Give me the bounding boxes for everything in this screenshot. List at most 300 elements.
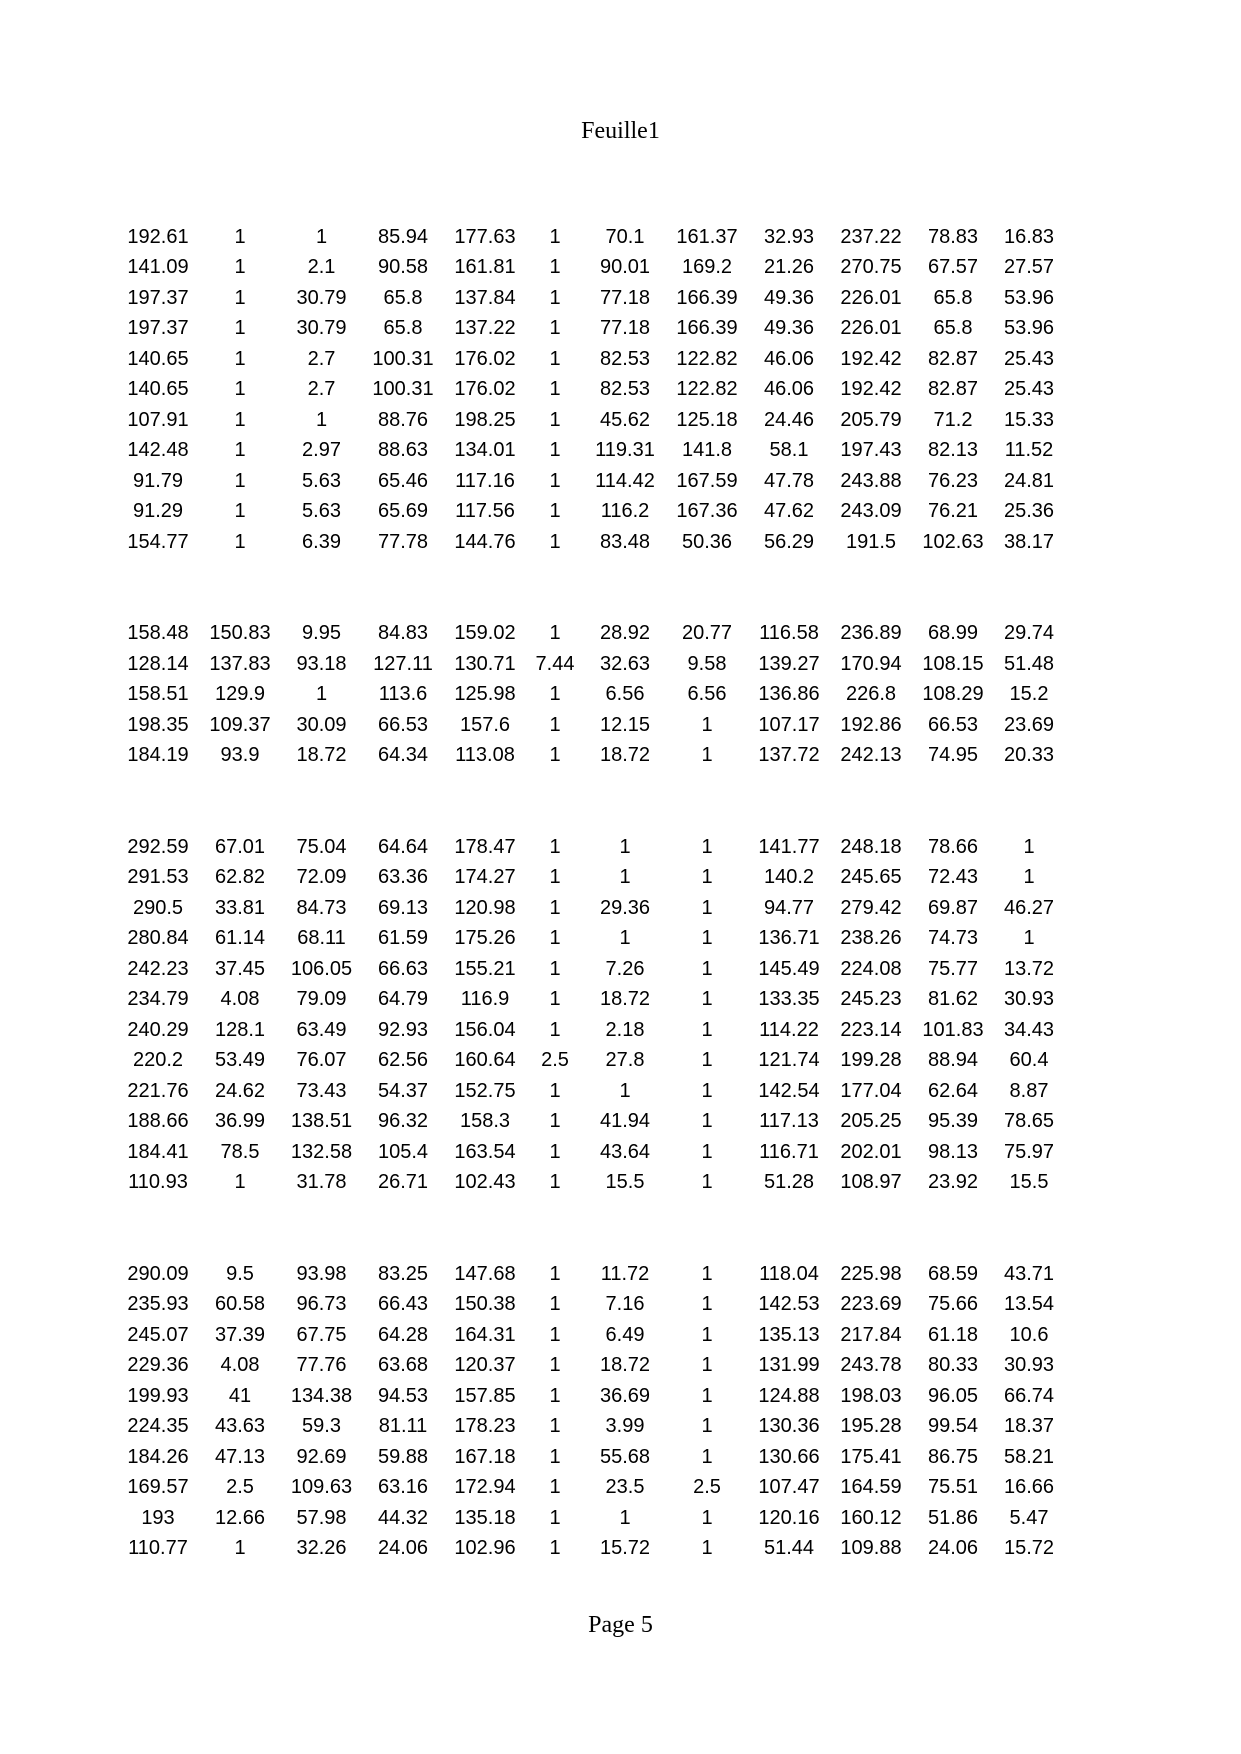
table-cell: 175.41: [840, 1445, 902, 1468]
table-cell: 1: [549, 1323, 561, 1346]
table-cell: 109.37: [209, 713, 271, 736]
table-cell: 110.77: [128, 1537, 188, 1560]
table-cell: 99.54: [927, 1415, 979, 1438]
table-cell: 30.93: [1003, 1354, 1055, 1377]
table-cell: 136.71: [758, 927, 820, 950]
table-cell: 24.06: [927, 1537, 979, 1560]
table-cell: 142.53: [758, 1293, 820, 1316]
table-cell: 279.42: [840, 896, 902, 919]
table-cell: 33.81: [214, 896, 266, 919]
table-cell: 141.09: [127, 256, 189, 279]
table-cell: 2.1: [307, 256, 336, 279]
table-cell: 1: [549, 225, 561, 248]
table-cell: 1: [549, 317, 561, 340]
table-cell: 15.33: [1003, 408, 1055, 431]
table-cell: 72.09: [296, 866, 347, 889]
table-cell: 47.78: [763, 469, 815, 492]
table-cell: 73.43: [296, 1079, 347, 1102]
table-cell: 197.37: [127, 286, 189, 309]
table-row: [117, 314, 1117, 345]
table-cell: 170.94: [840, 652, 902, 675]
table-row: [117, 1168, 1117, 1199]
table-cell: 51.28: [763, 1171, 815, 1194]
table-cell: 184.19: [127, 744, 189, 767]
table-cell: 85.94: [377, 225, 429, 248]
table-cell: 191.5: [845, 530, 897, 553]
table-cell: 88.76: [377, 408, 429, 431]
table-cell: 127.11: [373, 652, 433, 675]
table-cell: 81.62: [927, 988, 979, 1011]
table-cell: 138.51: [290, 1110, 353, 1133]
table-cell: 2.5: [226, 1476, 254, 1499]
table-cell: 16.83: [1003, 225, 1055, 248]
table-cell: 1: [234, 408, 246, 431]
table-cell: 1: [549, 1140, 561, 1163]
table-cell: 30.93: [1003, 988, 1055, 1011]
table-row: [117, 1503, 1117, 1534]
table-cell: 100.31: [372, 347, 434, 370]
table-cell: 76.21: [927, 500, 979, 523]
table-cell: 130.71: [454, 652, 516, 675]
data-grid: [117, 222, 1117, 1625]
table-cell: 122.82: [676, 347, 738, 370]
table-cell: 205.79: [840, 408, 902, 431]
table-row: [117, 1412, 1117, 1443]
table-cell: 4.08: [220, 1354, 260, 1377]
table-row: [117, 222, 1117, 253]
table-cell: 157.85: [454, 1384, 516, 1407]
table-cell: 1: [701, 1537, 713, 1560]
table-cell: 116.2: [600, 500, 650, 523]
table-cell: 92.69: [296, 1445, 347, 1468]
table-cell: 137.83: [209, 652, 271, 675]
table-cell: 12.15: [599, 713, 651, 736]
table-cell: 67.57: [927, 256, 979, 279]
table-cell: 49.36: [763, 317, 815, 340]
table-cell: 1: [549, 1171, 561, 1194]
table-cell: 229.36: [127, 1354, 189, 1377]
table-cell: 83.48: [599, 530, 651, 553]
table-cell: 1: [549, 1415, 561, 1438]
table-cell: 5.47: [1009, 1506, 1049, 1529]
table-cell: 108.29: [922, 683, 984, 706]
table-cell: 242.23: [127, 957, 189, 980]
table-cell: 134.38: [290, 1384, 353, 1407]
table-cell: 11.72: [600, 1262, 650, 1285]
table-cell: 90.01: [599, 256, 651, 279]
table-cell: 1: [549, 683, 561, 706]
table-cell: 1: [234, 347, 246, 370]
table-cell: 82.53: [599, 347, 651, 370]
table-cell: 177.63: [454, 225, 516, 248]
table-cell: 198.35: [127, 713, 189, 736]
table-cell: 24.81: [1003, 469, 1055, 492]
table-cell: 177.04: [840, 1079, 902, 1102]
table-cell: 199.28: [840, 1049, 902, 1072]
table-cell: 10.6: [1009, 1323, 1049, 1346]
table-row: [117, 1107, 1117, 1138]
table-cell: 116.9: [460, 988, 510, 1011]
table-cell: 139.27: [758, 652, 820, 675]
table-cell: 205.25: [840, 1110, 902, 1133]
table-cell: 1: [315, 225, 328, 248]
table-cell: 69.13: [377, 896, 429, 919]
table-cell: 2.5: [541, 1049, 569, 1072]
table-cell: 16.66: [1003, 1476, 1055, 1499]
table-cell: 152.75: [454, 1079, 516, 1102]
table-cell: 102.43: [454, 1171, 516, 1194]
table-cell: 114.42: [595, 469, 655, 492]
table-cell: 176.02: [454, 378, 516, 401]
table-cell: 1: [701, 1384, 713, 1407]
table-row: [117, 1259, 1117, 1290]
table-cell: 98.13: [927, 1140, 979, 1163]
table-cell: 23.92: [927, 1171, 979, 1194]
table-cell: 1: [549, 1506, 561, 1529]
table-cell: 1: [549, 835, 561, 858]
table-row: [117, 436, 1117, 467]
table-cell: 36.69: [599, 1384, 651, 1407]
table-cell: 223.69: [840, 1293, 902, 1316]
table-cell: 1: [234, 378, 246, 401]
table-cell: 25.36: [1003, 500, 1055, 523]
table-cell: 18.72: [599, 988, 651, 1011]
table-cell: 128.14: [127, 652, 189, 675]
table-row: [117, 466, 1117, 497]
table-cell: 129.9: [214, 683, 266, 706]
table-cell: 43.64: [599, 1140, 651, 1163]
table-cell: 93.98: [296, 1262, 347, 1285]
table-cell: 113.08: [455, 744, 515, 767]
table-cell: 77.18: [599, 286, 651, 309]
table-cell: 1: [701, 1079, 713, 1102]
table-cell: 1: [234, 500, 246, 523]
table-cell: 30.09: [296, 713, 347, 736]
table-cell: 1: [701, 957, 713, 980]
table-cell: 43.71: [1003, 1262, 1055, 1285]
table-cell: 114.22: [759, 1018, 819, 1041]
table-cell: 86.75: [927, 1445, 979, 1468]
table-cell: 135.18: [454, 1506, 516, 1529]
table-cell: 6.56: [687, 683, 727, 706]
table-cell: 82.53: [599, 378, 651, 401]
table-cell: 21.26: [763, 256, 815, 279]
data-block: [117, 832, 1117, 1198]
table-cell: 66.63: [377, 957, 429, 980]
table-cell: 65.46: [377, 469, 429, 492]
table-cell: 32.26: [296, 1537, 347, 1560]
table-cell: 61.59: [377, 927, 429, 950]
table-cell: 224.35: [127, 1415, 189, 1438]
table-cell: 270.75: [840, 256, 902, 279]
data-block: [117, 222, 1117, 558]
table-cell: 195.28: [840, 1415, 902, 1438]
table-cell: 223.14: [840, 1018, 902, 1041]
table-cell: 77.78: [377, 530, 429, 553]
table-cell: 1: [549, 1018, 561, 1041]
table-cell: 34.43: [1003, 1018, 1055, 1041]
table-cell: 192.42: [840, 378, 902, 401]
table-cell: 58.1: [769, 439, 809, 462]
table-cell: 1: [701, 866, 713, 889]
table-cell: 68.11: [297, 927, 346, 950]
table-cell: 27.57: [1003, 256, 1055, 279]
table-cell: 38.17: [1003, 530, 1055, 553]
table-cell: 75.04: [296, 835, 347, 858]
table-cell: 7.44: [535, 652, 575, 675]
table-row: [117, 1290, 1117, 1321]
table-cell: 65.8: [383, 286, 423, 309]
table-cell: 50.36: [681, 530, 733, 553]
table-cell: 72.43: [927, 866, 979, 889]
table-row: [117, 283, 1117, 314]
table-cell: 2.97: [302, 439, 341, 462]
table-cell: 192.86: [840, 713, 902, 736]
table-cell: 78.83: [927, 225, 979, 248]
table-cell: 96.73: [296, 1293, 347, 1316]
table-cell: 1: [701, 1323, 713, 1346]
table-cell: 110.93: [128, 1171, 188, 1194]
table-cell: 70.1: [605, 225, 645, 248]
table-cell: 28.92: [599, 622, 651, 645]
table-cell: 175.26: [454, 927, 516, 950]
table-row: [117, 1473, 1117, 1504]
table-cell: 1: [549, 866, 561, 889]
table-cell: 6.39: [302, 530, 341, 553]
table-row: [117, 1137, 1117, 1168]
data-block: [117, 619, 1117, 772]
table-cell: 157.6: [459, 713, 511, 736]
table-cell: 1: [1023, 835, 1035, 858]
table-cell: 65.8: [383, 317, 423, 340]
table-cell: 30.79: [296, 317, 347, 340]
table-cell: 142.48: [127, 439, 189, 462]
table-cell: 164.59: [840, 1476, 902, 1499]
table-cell: 94.53: [377, 1384, 429, 1407]
table-cell: 63.68: [377, 1354, 429, 1377]
table-cell: 193: [141, 1506, 175, 1529]
table-cell: 167.18: [454, 1445, 516, 1468]
table-cell: 1: [549, 1079, 561, 1102]
table-cell: 121.74: [758, 1049, 820, 1072]
table-cell: 7.26: [605, 957, 645, 980]
table-cell: 1: [1023, 927, 1035, 950]
table-cell: 63.36: [377, 866, 429, 889]
table-cell: 161.37: [676, 225, 738, 248]
table-cell: 118.04: [759, 1262, 819, 1285]
table-cell: 166.39: [676, 317, 738, 340]
table-cell: 1: [619, 927, 631, 950]
table-cell: 1: [619, 866, 631, 889]
table-cell: 1: [549, 1476, 561, 1499]
table-cell: 36.99: [214, 1110, 266, 1133]
table-cell: 1: [701, 1262, 713, 1285]
table-cell: 47.13: [214, 1445, 266, 1468]
table-cell: 9.5: [226, 1262, 254, 1285]
table-cell: 197.37: [127, 317, 189, 340]
page-number: Page 5: [588, 1612, 653, 1638]
table-cell: 150.83: [209, 622, 271, 645]
table-cell: 166.39: [676, 286, 738, 309]
table-cell: 130.66: [758, 1445, 820, 1468]
table-cell: 51.48: [1003, 652, 1055, 675]
table-cell: 20.33: [1003, 744, 1055, 767]
table-cell: 61.18: [927, 1323, 979, 1346]
table-cell: 240.29: [127, 1018, 189, 1041]
table-cell: 1: [549, 408, 561, 431]
table-cell: 7.16: [605, 1293, 645, 1316]
table-cell: 1: [549, 744, 561, 767]
table-cell: 27.8: [605, 1049, 645, 1072]
table-cell: 1: [549, 622, 561, 645]
table-cell: 11.52: [1004, 439, 1054, 462]
table-cell: 75.97: [1003, 1140, 1055, 1163]
table-cell: 63.16: [377, 1476, 429, 1499]
table-cell: 77.76: [296, 1354, 347, 1377]
table-cell: 159.02: [454, 622, 516, 645]
table-cell: 2.5: [693, 1476, 721, 1499]
table-cell: 4.08: [220, 988, 260, 1011]
table-cell: 188.66: [127, 1110, 189, 1133]
table-cell: 76.23: [927, 469, 979, 492]
table-cell: 74.95: [927, 744, 979, 767]
table-cell: 136.86: [758, 683, 820, 706]
table-cell: 184.26: [127, 1445, 189, 1468]
table-cell: 141.8: [681, 439, 733, 462]
table-row: [117, 924, 1117, 955]
table-cell: 132.58: [290, 1140, 353, 1163]
table-cell: 15.72: [1003, 1537, 1055, 1560]
table-row: [117, 680, 1117, 711]
table-cell: 116.58: [759, 622, 819, 645]
table-cell: 2.7: [307, 347, 336, 370]
table-cell: 130.36: [758, 1415, 820, 1438]
table-cell: 13.72: [1003, 957, 1055, 980]
table-cell: 134.01: [454, 439, 516, 462]
table-cell: 119.31: [595, 439, 655, 462]
table-cell: 65.8: [933, 317, 973, 340]
table-cell: 54.37: [377, 1079, 429, 1102]
table-cell: 1: [619, 1506, 631, 1529]
table-cell: 226.01: [840, 317, 902, 340]
table-cell: 172.94: [454, 1476, 516, 1499]
table-cell: 1: [549, 957, 561, 980]
table-cell: 66.53: [377, 713, 429, 736]
table-cell: 8.87: [1009, 1079, 1049, 1102]
table-cell: 1: [549, 347, 561, 370]
table-cell: 109.88: [840, 1537, 902, 1560]
table-cell: 53.96: [1003, 286, 1055, 309]
table-cell: 290.09: [127, 1262, 189, 1285]
table-cell: 1: [234, 439, 246, 462]
table-cell: 234.79: [127, 988, 189, 1011]
table-cell: 169.2: [681, 256, 733, 279]
table-cell: 1: [549, 1110, 561, 1133]
table-cell: 124.88: [758, 1384, 820, 1407]
table-cell: 117.13: [759, 1110, 819, 1133]
table-cell: 84.83: [377, 622, 429, 645]
table-cell: 1: [549, 1445, 561, 1468]
table-cell: 137.22: [454, 317, 516, 340]
table-cell: 1: [701, 835, 713, 858]
table-cell: 18.72: [599, 744, 651, 767]
table-cell: 128.1: [214, 1018, 266, 1041]
table-cell: 102.96: [454, 1537, 516, 1560]
table-cell: 18.37: [1003, 1415, 1055, 1438]
table-cell: 140.2: [763, 866, 815, 889]
table-cell: 245.65: [840, 866, 902, 889]
table-cell: 1: [549, 896, 561, 919]
table-cell: 1: [234, 286, 246, 309]
table-cell: 2.7: [307, 378, 336, 401]
table-row: [117, 985, 1117, 1016]
table-cell: 1: [701, 1171, 713, 1194]
table-cell: 236.89: [840, 622, 902, 645]
table-cell: 15.5: [605, 1171, 645, 1194]
table-cell: 1: [549, 1537, 561, 1560]
table-cell: 154.77: [127, 530, 189, 553]
table-cell: 41.94: [599, 1110, 651, 1133]
table-cell: 1: [701, 1018, 713, 1041]
table-cell: 96.32: [377, 1110, 429, 1133]
table-cell: 1: [234, 469, 246, 492]
table-cell: 150.38: [454, 1293, 516, 1316]
table-cell: 31.78: [296, 1171, 347, 1194]
table-cell: 226.01: [840, 286, 902, 309]
table-cell: 24.46: [763, 408, 815, 431]
table-cell: 82.87: [927, 378, 979, 401]
table-cell: 156.04: [454, 1018, 516, 1041]
table-cell: 78.5: [220, 1140, 260, 1163]
table-row: [117, 1351, 1117, 1382]
table-cell: 29.36: [599, 896, 651, 919]
table-cell: 1: [234, 317, 246, 340]
table-row: [117, 253, 1117, 284]
data-block: [117, 1259, 1117, 1564]
table-cell: 107.47: [758, 1476, 820, 1499]
table-cell: 1: [701, 1506, 713, 1529]
table-cell: 1: [549, 1354, 561, 1377]
table-cell: 1: [701, 1415, 713, 1438]
table-cell: 1: [234, 1537, 246, 1560]
table-cell: 68.99: [927, 622, 979, 645]
table-cell: 125.98: [454, 683, 516, 706]
table-cell: 15.5: [1009, 1171, 1049, 1194]
table-cell: 176.02: [454, 347, 516, 370]
table-cell: 1: [549, 927, 561, 950]
table-cell: 1: [701, 1049, 713, 1072]
table-cell: 46.06: [763, 378, 815, 401]
table-cell: 1: [315, 408, 328, 431]
table-cell: 15.2: [1009, 683, 1049, 706]
table-cell: 78.65: [1003, 1110, 1055, 1133]
table-cell: 243.09: [840, 500, 902, 523]
table-cell: 1: [701, 927, 713, 950]
table-cell: 120.98: [454, 896, 516, 919]
table-cell: 93.9: [220, 744, 260, 767]
table-cell: 3.99: [605, 1415, 645, 1438]
table-cell: 1: [234, 530, 246, 553]
table-cell: 1: [619, 835, 631, 858]
table-cell: 198.03: [840, 1384, 902, 1407]
table-cell: 122.82: [676, 378, 738, 401]
table-cell: 202.01: [840, 1140, 902, 1163]
table-cell: 1: [701, 1293, 713, 1316]
table-cell: 51.86: [927, 1506, 979, 1529]
table-cell: 71.2: [933, 408, 973, 431]
table-cell: 44.32: [377, 1506, 429, 1529]
table-cell: 108.15: [922, 652, 984, 675]
